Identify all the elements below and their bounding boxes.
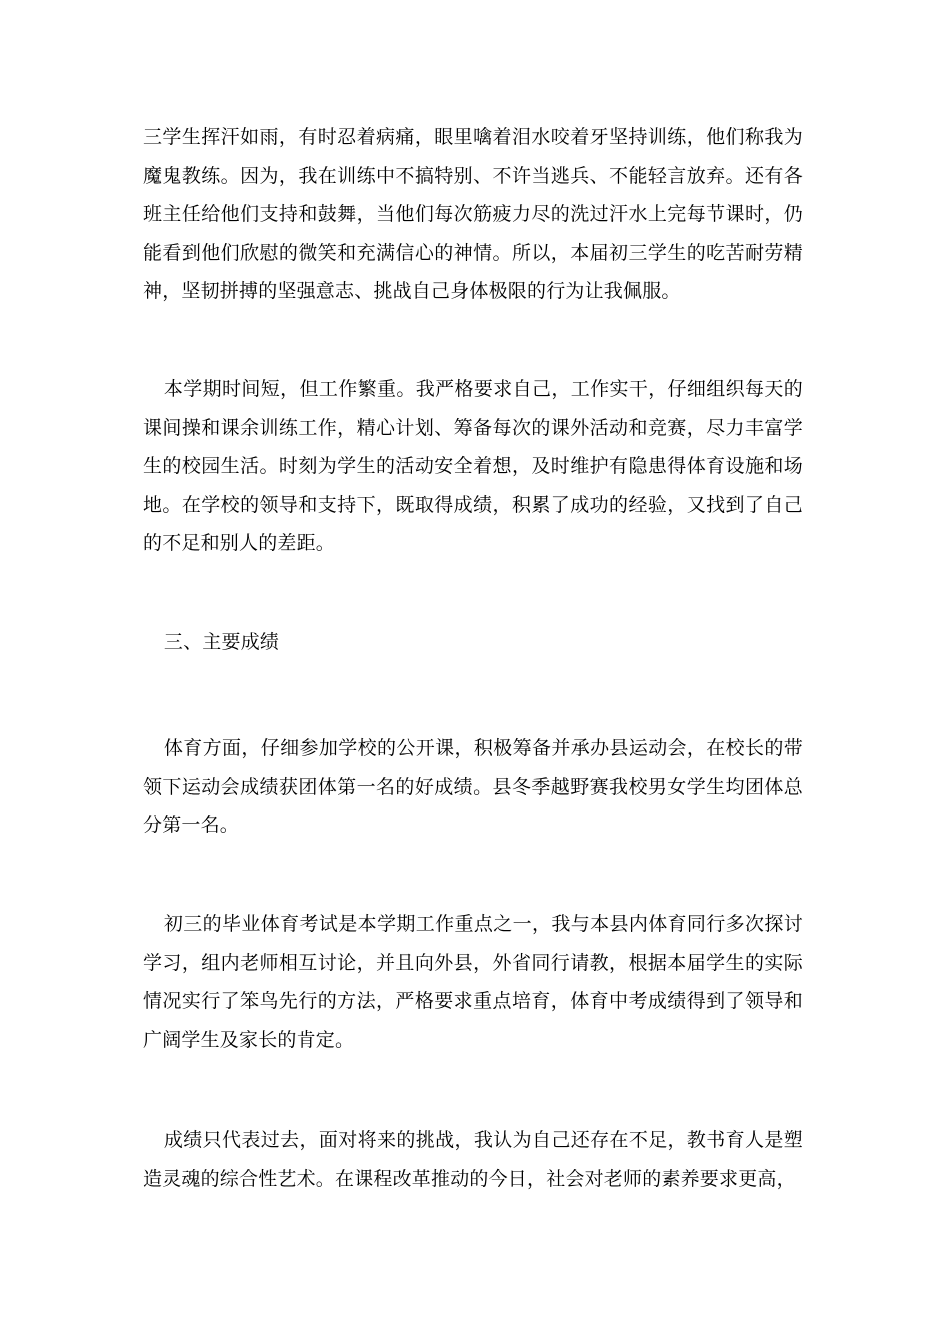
paragraph-semester-work: 本学期时间短，但工作繁重。我严格要求自己，工作实干，仔细组织每天的课间操和课余训练工作，精心计划、筹备每次的课外活动和竞赛，尽力丰富学生的校园生活。时刻为学生的活动安全着想，及时维护有隐患得体育设施和场地。在学校的领导和支持下，既取得成绩，积累了成功的经验，又找到了自己的不足和别人的差距。 bbox=[143, 378, 803, 554]
paragraph-future-challenges: 成绩只代表过去，面对将来的挑战，我认为自己还存在不足，教书育人是塑造灵魂的综合性艺术。在课程改革推动的今日，社会对老师的素养要求更高， bbox=[143, 1129, 803, 1190]
section-heading-main-achievements: 三、主要成绩 bbox=[163, 631, 280, 653]
paragraph-graduation-exam: 初三的毕业体育考试是本学期工作重点之一，我与本县内体育同行多次探讨学习，组内老师相互讨论，并且向外县，外省同行请教，根据本届学生的实际情况实行了笨鸟先行的方法，严格要求重点培育，体育中考成绩得到了领导和广阔学生及家长的肯定。 bbox=[143, 913, 803, 1051]
paragraph-training-spirit: 三学生挥汗如雨，有时忍着病痛，眼里噙着泪水咬着牙坚持训练，他们称我为魔鬼教练。因为，我在训练中不搞特别、不许当逃兵、不能轻言放弃。还有各班主任给他们支持和鼓舞，当他们每次筋疲力尽的洗过汗水上完每节课时，仍能看到他们欣慰的微笑和充满信心的神情。所以，本届初三学生的吃苦耐劳精神，坚韧拼搏的坚强意志、挑战自己身体极限的行为让我佩服。 bbox=[143, 126, 803, 302]
paragraph-sports-achievements: 体育方面，仔细参加学校的公开课，积极筹备并承办县运动会，在校长的带领下运动会成绩获团体第一名的好成绩。县冬季越野赛我校男女学生均团体总分第一名。 bbox=[143, 737, 803, 836]
